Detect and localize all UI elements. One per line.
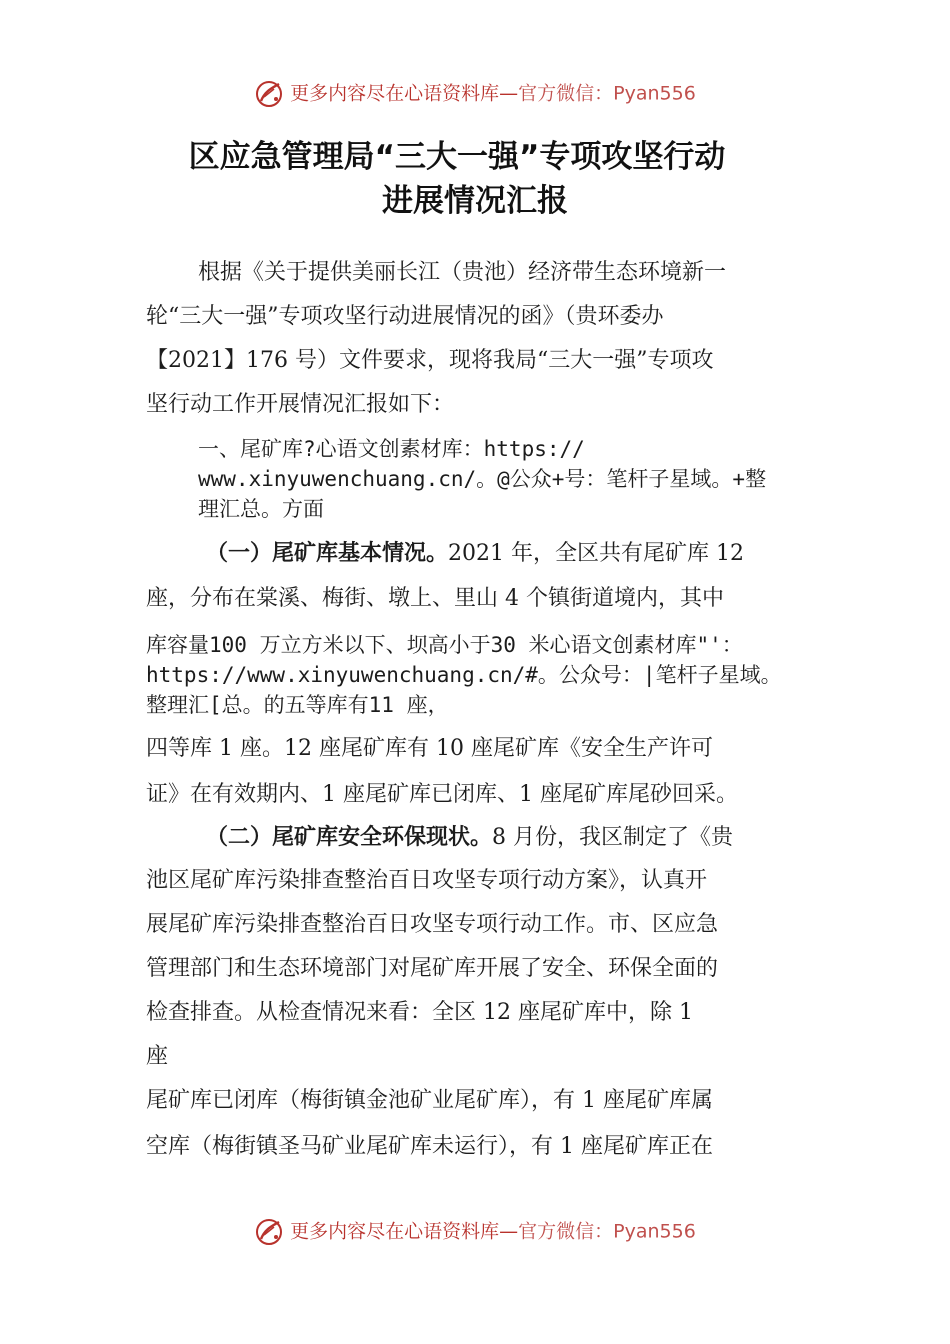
paragraph-line: 轮“三大一强”专项攻坚行动进展情况的函》（贵环委办 [146,304,664,329]
header-banner [0,78,950,109]
paragraph-line: 库容量100 万立方米以下、坝高小于30 米心语文创素材库"'： [146,633,743,657]
banner-text: 更多内容尽在心语资料库 [290,1220,500,1243]
paragraph-line: 【2021】176 号）文件要求，现将我局“三大一强”专项攻 [146,348,714,373]
paragraph-line: 检查排查。从检查情况来看：全区 12 座尾矿库中，除 1 [146,1000,693,1025]
subsection-heading: （一）尾矿库基本情况。 [206,540,449,566]
paragraph-line: https://www.xinyuwenchuang.cn/#。公众号：|笔杆子星域。 [146,663,782,687]
banner-wechat: 官方微信：Pyan556 [518,82,696,105]
document-title-line2: 进展情况汇报 [382,183,568,219]
section-heading-line: 理汇总。方面 [198,497,324,521]
section-heading-line: 一、尾矿库?心语文创素材库：https:// [198,437,585,461]
paragraph-line: 展尾矿库污染排查整治百日攻坚专项行动工作。市、区应急 [146,912,719,937]
subsection-heading: （二）尾矿库安全环保现状。 [206,824,493,850]
banner-text: 更多内容尽在心语资料库 [290,82,500,105]
paragraph-line: 管理部门和生态环境部门对尾矿库开展了安全、环保全面的 [146,956,719,981]
paragraph-line: 整理汇[总。的五等库有11 座， [146,693,449,717]
brand-logo-icon [254,1217,284,1247]
banner-separator: — [499,82,519,105]
paragraph-line: 座，分布在棠溪、梅街、墩上、里山 4 个镇街道境内，其中 [146,586,724,611]
paragraph-line: 空库（梅街镇圣马矿业尾矿库未运行），有 1 座尾矿库正在 [146,1134,713,1159]
paragraph-line: 四等库 1 座。12 座尾矿库有 10 座尾矿库《安全生产许可 [146,736,713,761]
paragraph-line: 证》在有效期内、1 座尾矿库已闭库、1 座尾矿库尾砂回采。 [146,782,738,807]
document-title-line1: 区应急管理局“三大一强”专项攻坚行动 [188,139,726,175]
paragraph-line: 座 [146,1044,169,1069]
subsection-line [206,538,744,569]
subsection-text: 8 月份，我区制定了《贵 [492,825,734,850]
paragraph-line: 坚行动工作开展情况汇报如下： [146,392,455,417]
banner-separator: — [499,1220,519,1243]
section-heading-line: www.xinyuwenchuang.cn/。@公众+号：笔杆子星域。+整 [198,467,767,491]
subsection-text: 2021 年，全区共有尾矿库 12 [448,541,744,566]
subsection-line [206,822,733,853]
brand-logo-icon [254,79,284,109]
banner-wechat: 官方微信：Pyan556 [518,1220,696,1243]
paragraph-line: 池区尾矿库污染排查整治百日攻坚专项行动方案》，认真开 [146,868,708,893]
footer-banner [0,1216,950,1247]
paragraph-line: 尾矿库已闭库（梅街镇金池矿业尾矿库），有 1 座尾矿库属 [146,1088,713,1113]
paragraph-line: 根据《关于提供美丽长江（贵池）经济带生态环境新一 [198,260,727,285]
